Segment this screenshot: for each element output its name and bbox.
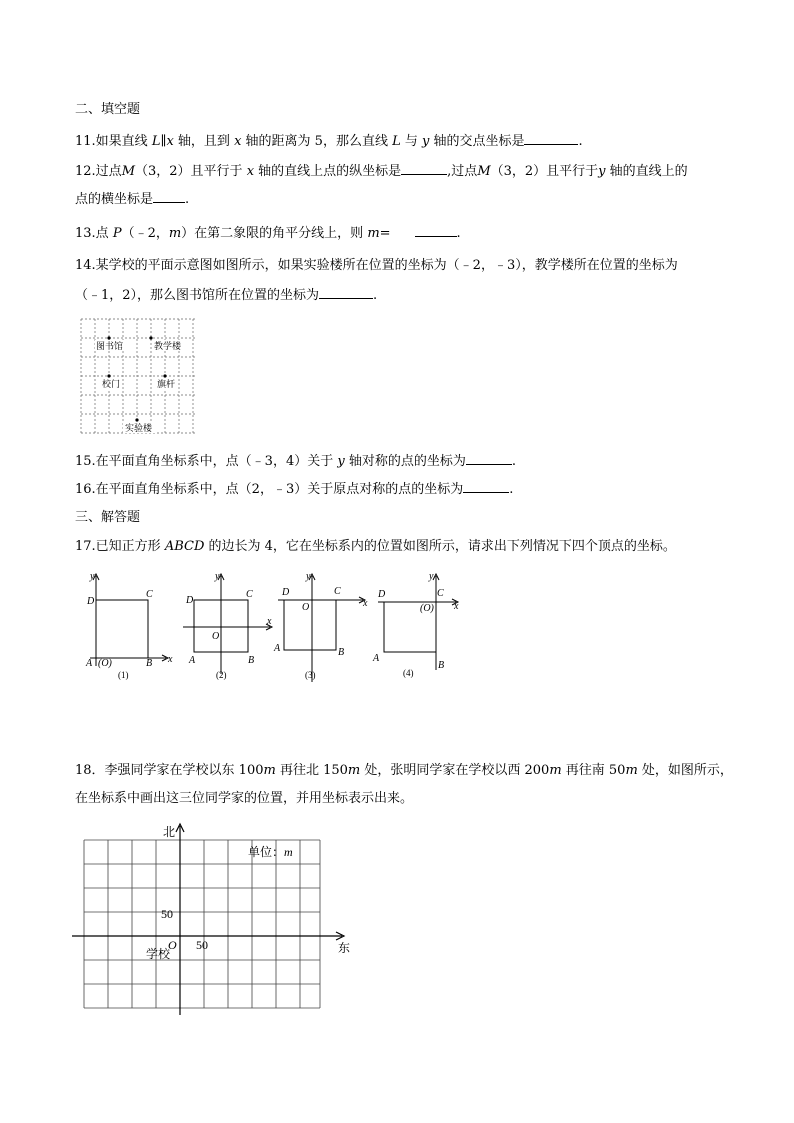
fig3-D: D bbox=[282, 587, 290, 598]
fig3-y-label: y bbox=[306, 571, 311, 582]
fig1-C: C bbox=[146, 589, 153, 600]
school-map-figure bbox=[80, 318, 198, 438]
fig2-y-label: y bbox=[215, 571, 220, 582]
fig3-caption: (3) bbox=[305, 670, 316, 680]
question-18-line-2: 在坐标系中画出这三位同学家的位置，并用坐标表示出来。 bbox=[75, 791, 414, 806]
gate-label: 校门 bbox=[102, 379, 121, 389]
fig1-A: A bbox=[86, 658, 93, 669]
fig4-C: C bbox=[437, 588, 444, 599]
north-label: 北 bbox=[163, 825, 176, 839]
question-14-line-2: （﹣1，2），那么图书馆所在位置的坐标为 . bbox=[75, 288, 378, 303]
answer-blank[interactable] bbox=[319, 286, 373, 299]
fig1-B: B bbox=[146, 658, 153, 669]
question-18-line-1: 18．李强同学家在学校以东 100m 再往北 150m 处，张明同学家在学校以西 200m 再往南 50m 处，如图所示， bbox=[75, 763, 733, 778]
fig4-y-label: y bbox=[429, 571, 434, 582]
fig2-O: O bbox=[212, 631, 220, 642]
answer-blank[interactable] bbox=[415, 224, 457, 237]
flagpole-label: 旗杆 bbox=[157, 379, 176, 389]
fig1-D: D bbox=[87, 596, 95, 607]
fig4-x-label: x bbox=[454, 601, 459, 612]
coordinate-grid-figure bbox=[70, 818, 360, 1018]
origin-label: O bbox=[168, 938, 177, 952]
fig3-B: B bbox=[338, 647, 345, 658]
question-14-line-1: 14.某学校的平面示意图如图所示，如果实验楼所在位置的坐标为（﹣2，﹣3），教学楼所在位置的坐标为 bbox=[75, 258, 678, 273]
answer-blank[interactable] bbox=[524, 132, 578, 145]
fig4-A: A bbox=[373, 653, 380, 664]
fig3-O: O bbox=[302, 602, 310, 613]
x-tick-50: 50 bbox=[196, 938, 208, 952]
fig4-D: D bbox=[378, 589, 386, 600]
y-tick-50: 50 bbox=[161, 907, 173, 921]
fig1-caption: (1) bbox=[118, 670, 129, 680]
fig1-x-label: x bbox=[168, 654, 173, 665]
answer-blank[interactable] bbox=[401, 162, 447, 175]
question-15: 15.在平面直角坐标系中，点（﹣3，4）关于 y 轴对称的点的坐标为 . bbox=[75, 454, 516, 469]
question-16: 16.在平面直角坐标系中，点（2，﹣3）关于原点对称的点的坐标为 . bbox=[75, 482, 514, 497]
answer-blank[interactable] bbox=[153, 190, 185, 203]
fig3-x-label: x bbox=[363, 598, 368, 609]
question-13: 13.点 P（﹣2，m）在第二象限的角平分线上，则 m= . bbox=[75, 226, 461, 241]
fig3-A: A bbox=[274, 643, 281, 654]
fig3-C: C bbox=[334, 586, 341, 597]
question-11: 11.如果直线 L∥x 轴，且到 x 轴的距离为 5，那么直线 L 与 y 轴的交点坐标是 . bbox=[75, 134, 583, 149]
section-2-title: 二、填空题 bbox=[75, 102, 141, 117]
fig1-y-label: y bbox=[90, 571, 95, 582]
fig2-C: C bbox=[246, 589, 253, 600]
answer-blank[interactable] bbox=[466, 452, 512, 465]
answer-blank[interactable] bbox=[463, 480, 509, 493]
question-12-line-1: 12.过点M（3，2）且平行于 x 轴的直线上点的纵坐标是 ,过点M（3，2）且平行于y 轴的直线上的 bbox=[75, 164, 688, 179]
school-label: 学校 bbox=[146, 947, 171, 961]
fig2-x-label: x bbox=[267, 616, 272, 627]
fig2-A: A bbox=[189, 655, 196, 666]
fig4-O: (O) bbox=[420, 603, 434, 614]
fig4-B: B bbox=[438, 660, 445, 671]
question-12-line-2: 点的横坐标是 . bbox=[75, 192, 190, 207]
section-3-title: 三、解答题 bbox=[75, 510, 141, 525]
east-label: 东 bbox=[338, 941, 351, 955]
teaching-building-label: 教学楼 bbox=[154, 341, 182, 351]
library-label: 图书馆 bbox=[96, 341, 124, 351]
fig4-caption: (4) bbox=[403, 668, 414, 678]
fig2-caption: (2) bbox=[216, 670, 227, 680]
fig2-B: B bbox=[248, 655, 255, 666]
fig2-D: D bbox=[186, 595, 194, 606]
lab-building-label: 实验楼 bbox=[125, 423, 153, 433]
fig1-O: (O) bbox=[98, 658, 112, 669]
question-17: 17.已知正方形 ABCD 的边长为 4，它在坐标系内的位置如图所示，请求出下列情况下四个顶点的坐标。 bbox=[75, 539, 676, 554]
square-figures bbox=[78, 566, 478, 684]
unit-label: 单位：m bbox=[248, 845, 293, 859]
